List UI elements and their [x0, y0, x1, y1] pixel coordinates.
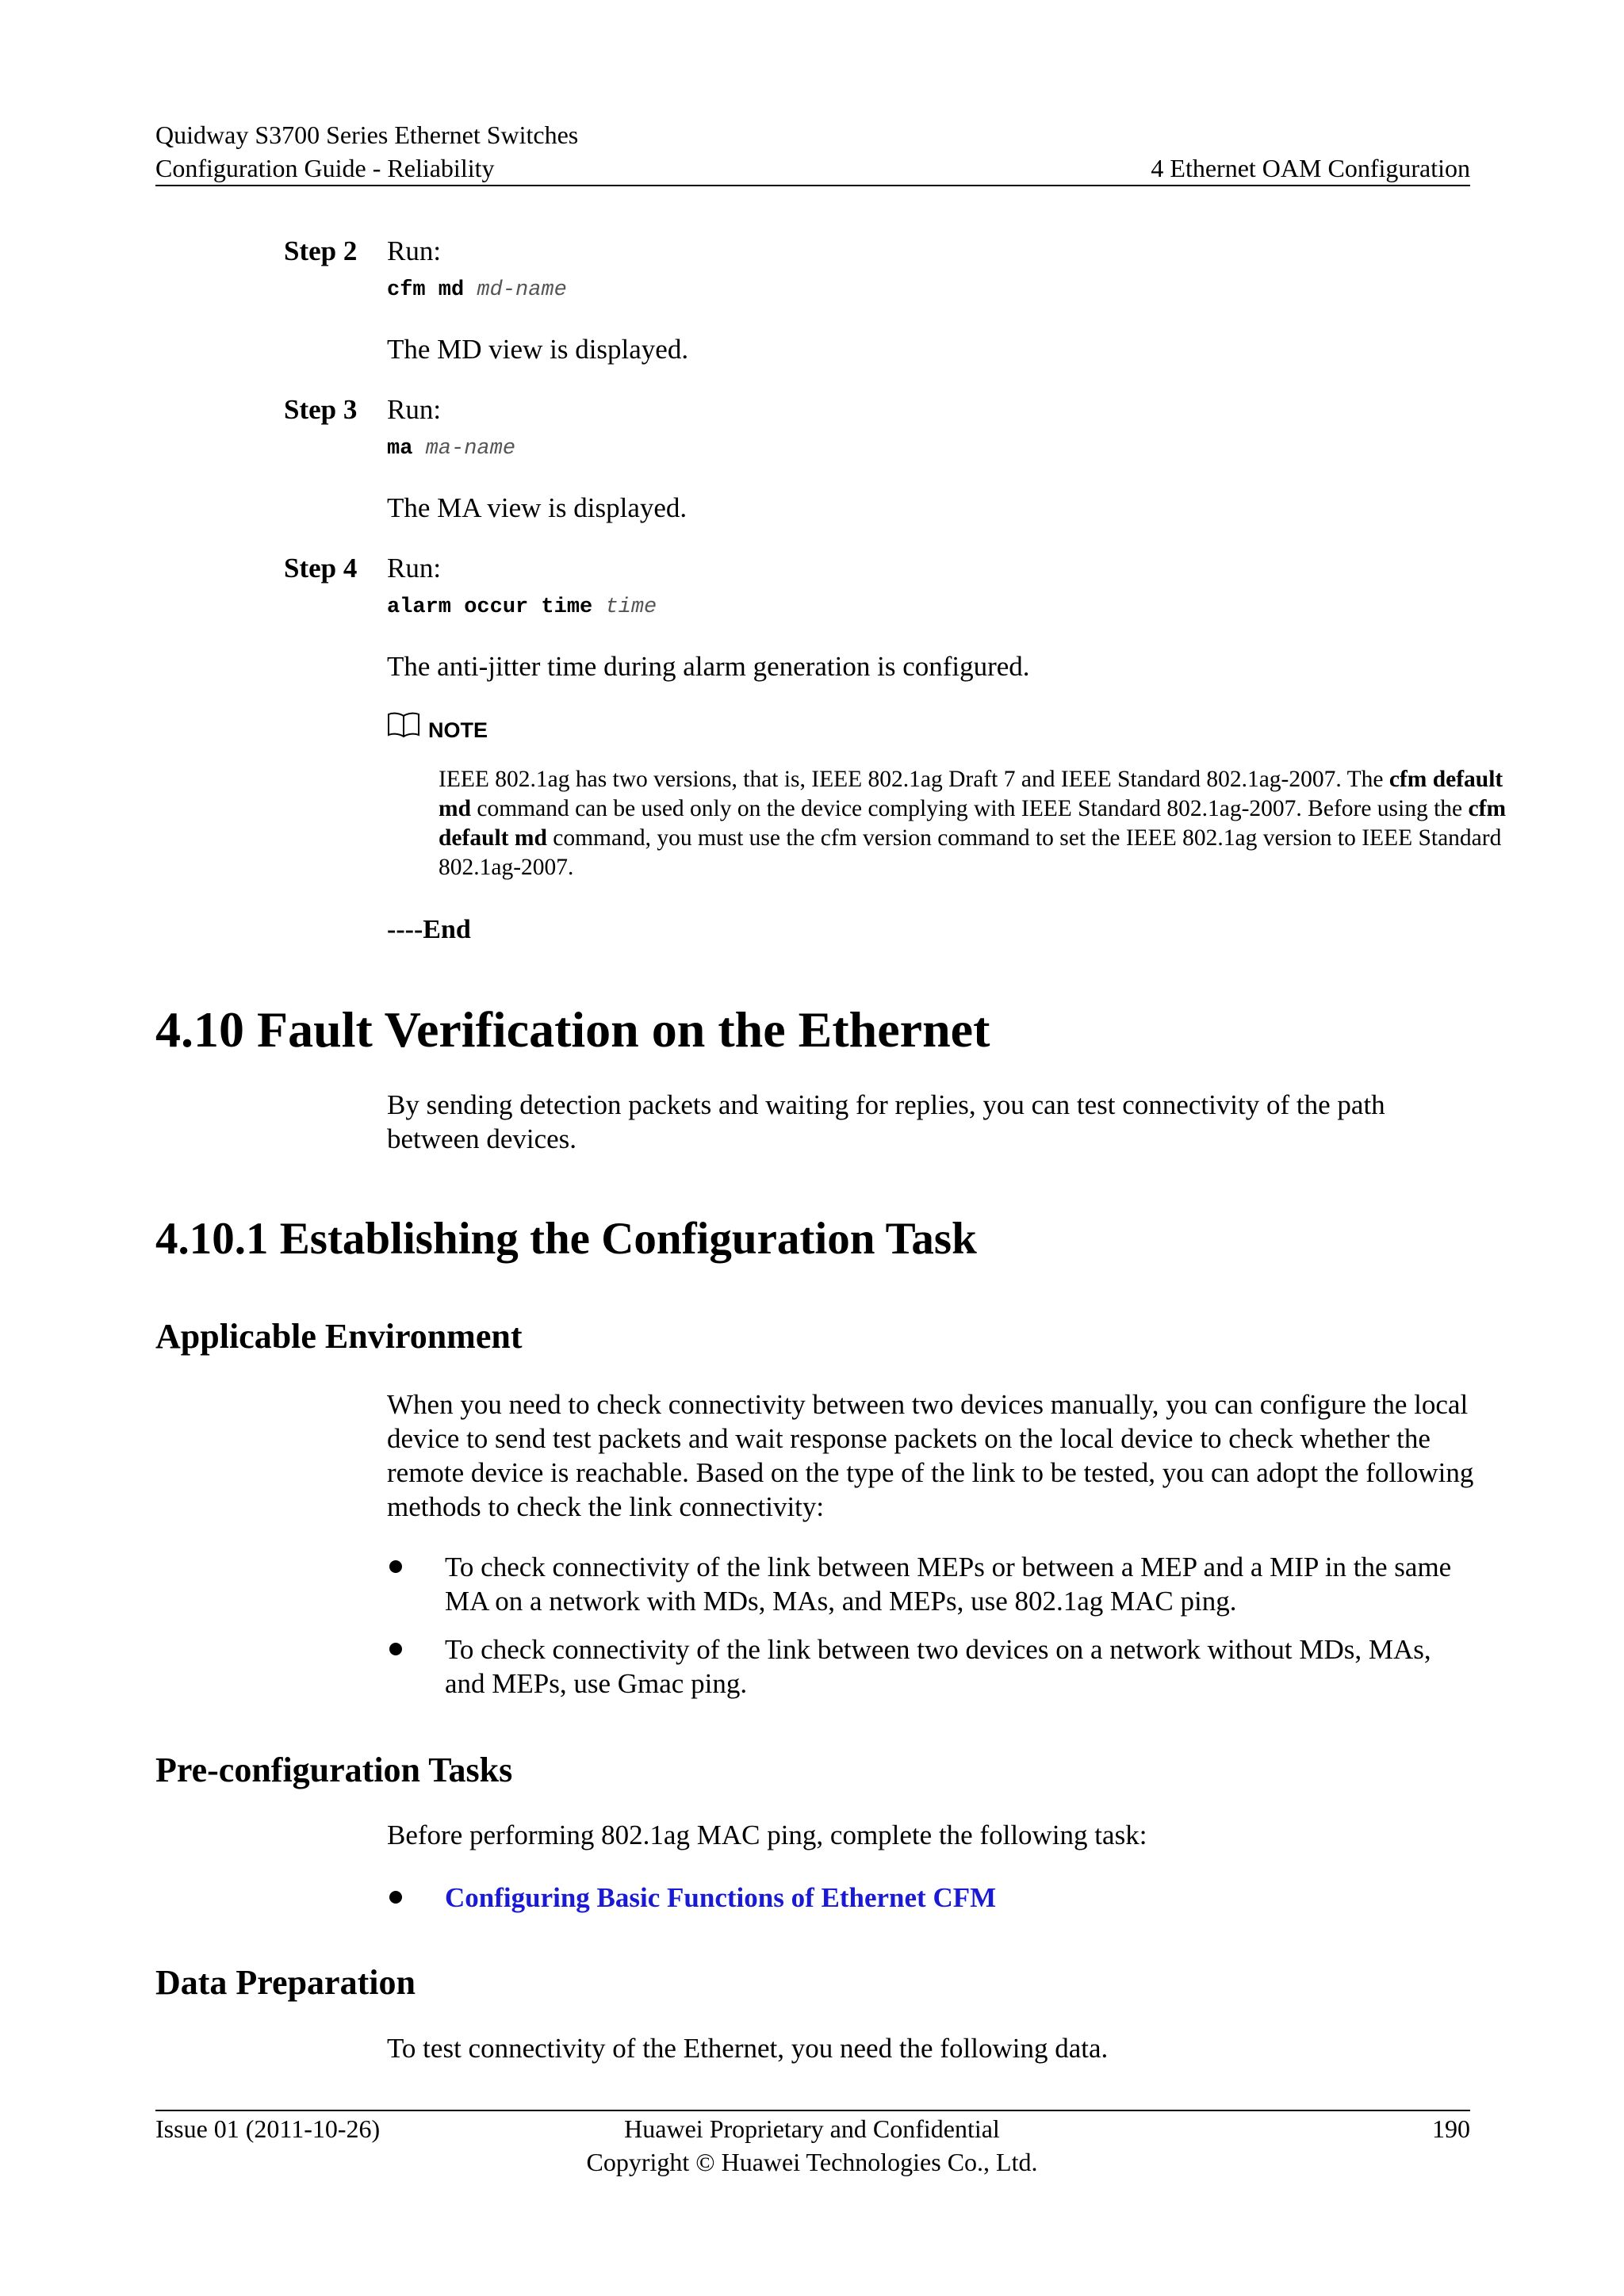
step-3-label: Step 3 — [284, 394, 358, 425]
command-argument: ma-name — [425, 437, 516, 461]
note-label: NOTE — [428, 718, 488, 742]
step-4-description: The anti-jitter time during alarm generation is configured. — [387, 651, 1030, 682]
note-text-part: IEEE 802.1ag has two versions, that is, IEEE 802.1ag Draft 7 and IEEE Standard 802.1ag-2007. The — [439, 767, 1389, 792]
end-marker: ----End — [387, 915, 471, 944]
footer-copyright: Copyright © Huawei Technologies Co., Ltd. — [586, 2148, 1038, 2176]
env-heading: Applicable Environment — [155, 1317, 523, 1356]
note-text-part: command, you must use the cfm version command to set the IEEE 802.1ag version to IEEE Standard 802.1ag-2007. — [439, 825, 1502, 880]
footer-page-number: 190 — [1432, 2114, 1470, 2143]
bullet-dot — [389, 1560, 402, 1573]
note-command: cfm default md — [439, 767, 1503, 821]
header-chapter: 4 Ethernet OAM Configuration — [1151, 154, 1470, 182]
note-text — [439, 765, 1525, 882]
step-3-description: The MA view is displayed. — [387, 492, 688, 523]
section-intro: By sending detection packets and waiting for replies, you can test connectivity of the path between devices. — [387, 1089, 1385, 1154]
footer-issue: Issue 01 (2011-10-26) — [155, 2114, 381, 2143]
step-3-command — [387, 435, 515, 462]
subsection-title: 4.10.1 Establishing the Configuration Task — [155, 1214, 977, 1264]
section-title: 4.10 Fault Verification on the Ethernet — [155, 1001, 990, 1058]
command-keyword: cfm md — [387, 278, 465, 302]
data-text: To test connectivity of the Ethernet, you need the following data. — [387, 2033, 1109, 2064]
data-heading: Data Preparation — [155, 1963, 416, 2002]
command-keyword: ma — [387, 437, 413, 461]
book-icon — [387, 711, 420, 738]
env-bullet-2: To check connectivity of the link between two devices on a network without MDs, MAs, and MEPs, use Gmac ping. — [445, 1634, 1431, 1699]
bullet-dot — [389, 1891, 402, 1904]
header-product: Quidway S3700 Series Ethernet Switches — [155, 121, 579, 149]
footer-confidential: Huawei Proprietary and Confidential — [624, 2114, 1000, 2143]
command-argument: md-name — [477, 278, 567, 302]
note-text-part: command can be used only on the device complying with IEEE Standard 802.1ag-2007. Before using the — [470, 796, 1469, 821]
header-guide: Configuration Guide - Reliability — [155, 154, 495, 182]
link-configuring-basic-functions-cfm[interactable]: Configuring Basic Functions of Ethernet CFM — [445, 1882, 997, 1913]
step-3-run: Run: — [387, 394, 442, 425]
step-2-label: Step 2 — [284, 235, 358, 266]
bullet-dot — [389, 1643, 402, 1655]
step-4-command — [387, 594, 657, 621]
pre-heading: Pre-configuration Tasks — [155, 1751, 513, 1789]
env-text: When you need to check connectivity between two devices manually, you can configure the local device to send test packets and wait response packets on the local device to check whether the remote device is reachable. Based on the type of the link to be tested, you can adopt the following methods to check the link connectivity: — [387, 1389, 1474, 1522]
step-2-description: The MD view is displayed. — [387, 334, 689, 365]
header-rule — [155, 185, 1470, 186]
footer-rule — [155, 2110, 1470, 2111]
step-4-run: Run: — [387, 553, 442, 584]
command-keyword: alarm occur time — [387, 595, 593, 619]
step-4-label: Step 4 — [284, 553, 358, 584]
pre-text: Before performing 802.1ag MAC ping, complete the following task: — [387, 1820, 1147, 1850]
note-command: cfm default md — [439, 796, 1507, 851]
step-2-command — [387, 277, 567, 304]
step-2-run: Run: — [387, 235, 442, 266]
env-bullet-1: To check connectivity of the link between MEPs or between a MEP and a MIP in the same MA on a network with MDs, MAs, and MEPs, use 802.1ag MAC ping. — [445, 1552, 1452, 1617]
command-argument: time — [605, 595, 657, 619]
